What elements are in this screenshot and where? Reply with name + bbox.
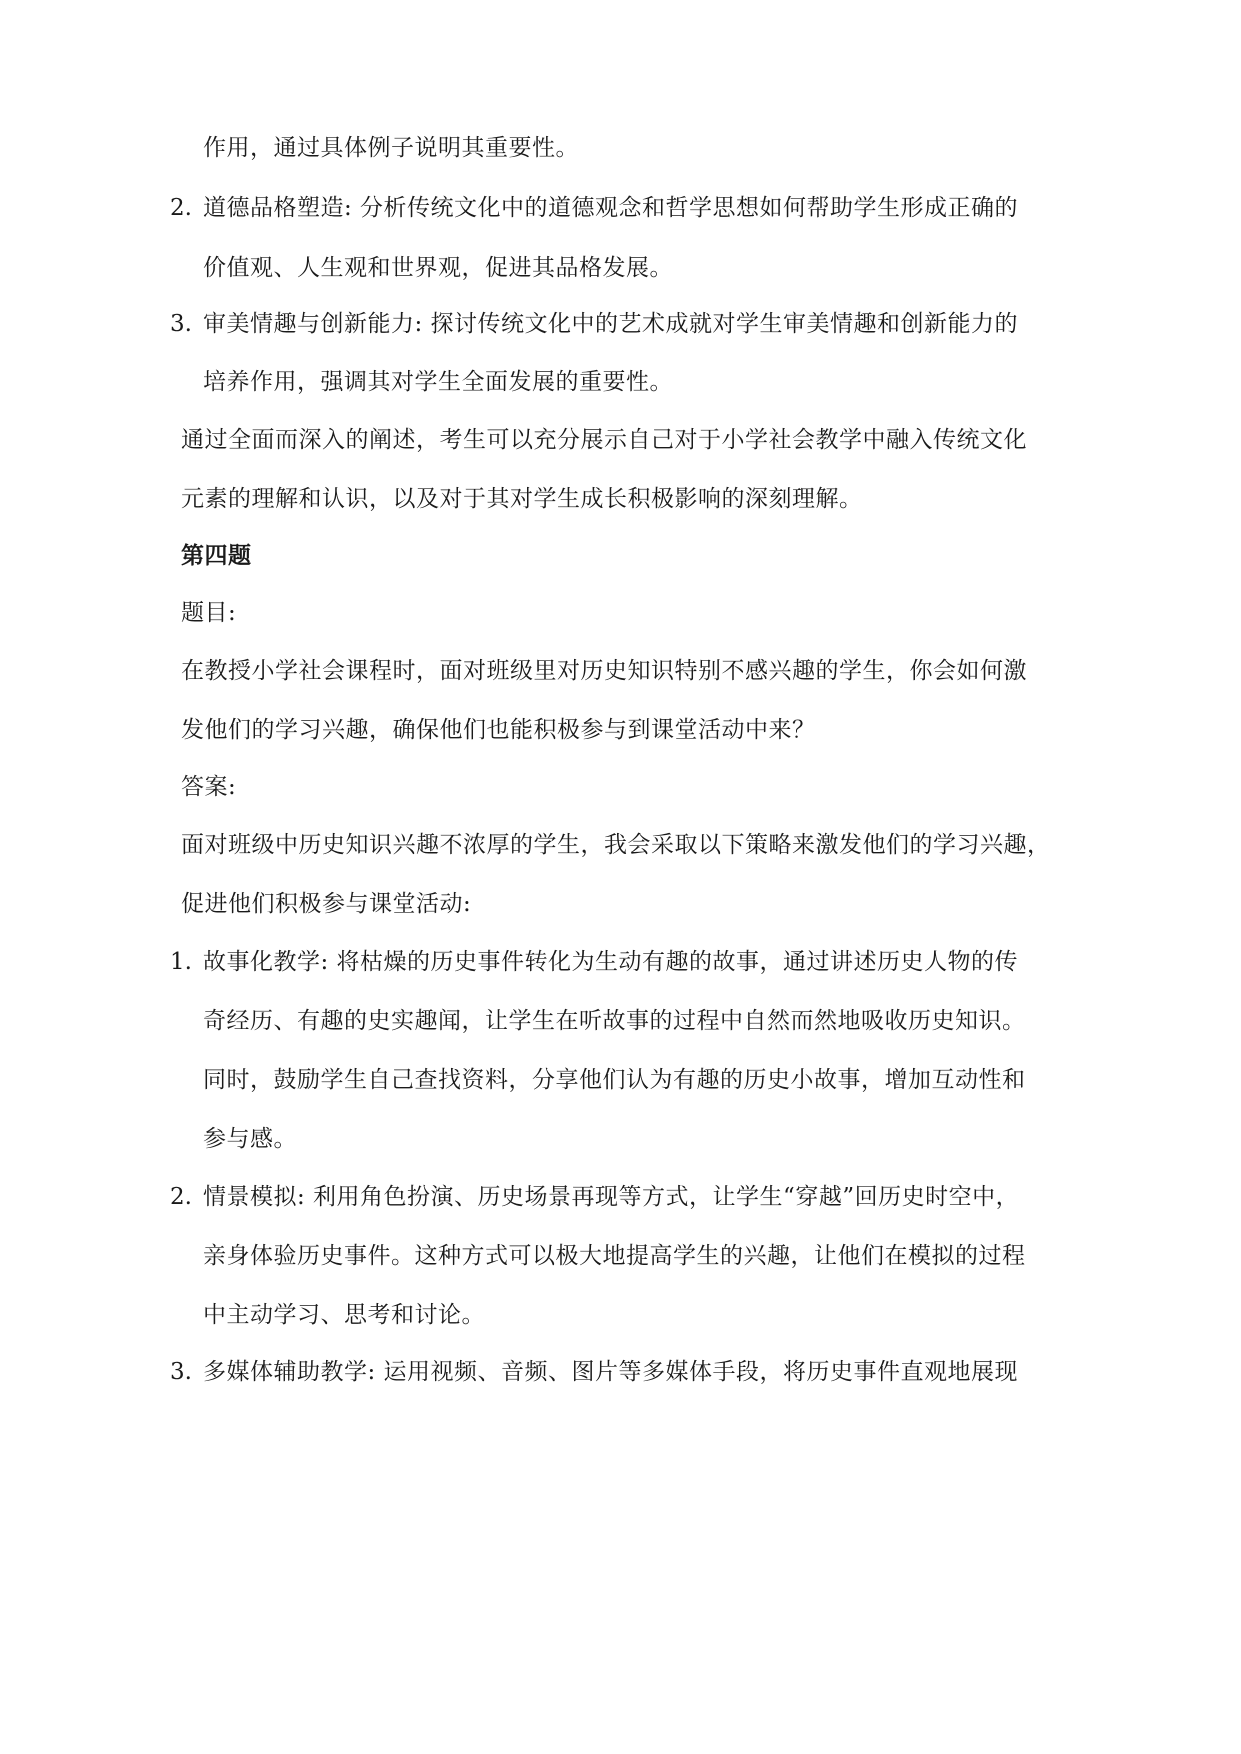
answer-intro-line2: 促进他们积极参与课堂活动: xyxy=(181,891,472,917)
answer-item1-line1: 故事化教学: 将枯燥的历史事件转化为生动有趣的故事，通过讲述历史人物的传 xyxy=(203,949,1019,975)
section-heading: 第四题 xyxy=(181,542,252,569)
answer-item2-line1: 情景模拟: 利用角色扮演、历史场景再现等方式，让学生“穿越”回历史时空中， xyxy=(203,1184,1020,1210)
answer-item3-line1: 多媒体辅助教学: 运用视频、音频、图片等多媒体手段，将历史事件直观地展现 xyxy=(203,1359,1019,1385)
answer-item2-line3: 中主动学习、思考和讨论。 xyxy=(203,1302,485,1328)
answer-item1-line2: 奇经历、有趣的史实趣闻，让学生在听故事的过程中自然而然地吸收历史知识。 xyxy=(203,1008,1026,1034)
answer-label: 答案: xyxy=(181,774,237,800)
answer-item2-number: 2. xyxy=(170,1184,192,1210)
answer-item1-line4: 参与感。 xyxy=(203,1126,297,1152)
item2-line2: 价值观、人生观和世界观，促进其品格发展。 xyxy=(203,255,673,281)
item2-line1: 道德品格塑造: 分析传统文化中的道德观念和哲学思想如何帮助学生形成正确的 xyxy=(203,195,1019,221)
item1-tail-line: 作用，通过具体例子说明其重要性。 xyxy=(203,135,579,161)
answer-item1-number: 1. xyxy=(170,949,192,975)
question-label: 题目: xyxy=(181,600,237,626)
item3-line2: 培养作用，强调其对学生全面发展的重要性。 xyxy=(203,369,673,395)
conclusion-line2: 元素的理解和认识，以及对于其对学生成长积极影响的深刻理解。 xyxy=(181,486,863,512)
item2-number: 2. xyxy=(170,195,192,221)
answer-item2-line2: 亲身体验历史事件。这种方式可以极大地提高学生的兴趣，让他们在模拟的过程 xyxy=(203,1243,1026,1269)
answer-item1-line3: 同时，鼓励学生自己查找资料，分享他们认为有趣的历史小故事，增加互动性和 xyxy=(203,1067,1026,1093)
answer-item3-number: 3. xyxy=(170,1359,192,1385)
question-line2: 发他们的学习兴趣，确保他们也能积极参与到课堂活动中来？ xyxy=(181,717,816,743)
question-line1: 在教授小学社会课程时，面对班级里对历史知识特别不感兴趣的学生，你会如何激 xyxy=(181,658,1027,684)
item3-number: 3. xyxy=(170,311,192,337)
conclusion-line1: 通过全面而深入的阐述，考生可以充分展示自己对于小学社会教学中融入传统文化 xyxy=(181,427,1027,453)
item3-line1: 审美情趣与创新能力: 探讨传统文化中的艺术成就对学生审美情趣和创新能力的 xyxy=(203,311,1019,337)
answer-intro-line1: 面对班级中历史知识兴趣不浓厚的学生，我会采取以下策略来激发他们的学习兴趣， xyxy=(181,832,1051,858)
